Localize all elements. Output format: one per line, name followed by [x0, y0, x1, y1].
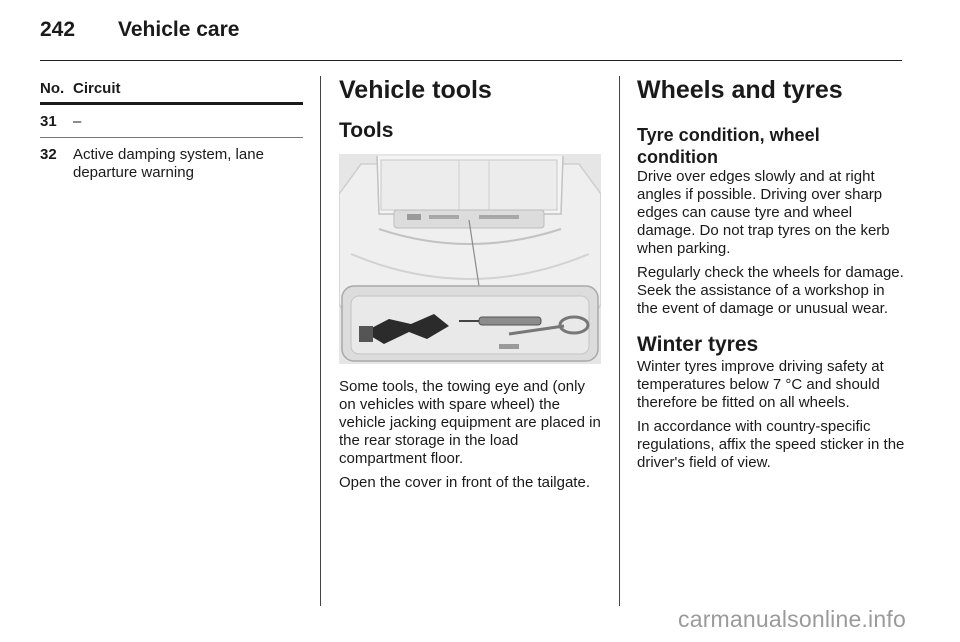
body-paragraph: Regularly check the wheels for damage. Seek the assistance of a workshop in the event of damage or unusual wear. [637, 264, 904, 317]
subsection-title: Tools [339, 119, 394, 142]
body-paragraph: Some tools, the towing eye and (only on vehicles with spare wheel) the vehicle jacking equipment are placed in the rear storage in the load compartment floor. [339, 378, 601, 467]
fuse-number: 32 [40, 146, 57, 163]
fuse-number: 31 [40, 113, 57, 130]
column-divider [320, 76, 321, 606]
page-number: 242 [40, 18, 76, 41]
column-header-circuit: Circuit [73, 80, 121, 97]
tools-illustration [339, 154, 601, 364]
subsection-title: Winter tyres [637, 333, 759, 356]
section-title: Wheels and tyres [637, 76, 843, 104]
subsection-title: Tyre condition, wheel condition [637, 125, 820, 167]
watermark: carmanualsonline.info [678, 606, 906, 632]
body-paragraph: Winter tyres improve driving safety at temperatures below 7 °C and should therefore be fitted on all wheels. [637, 358, 884, 411]
section-title: Vehicle tools [339, 76, 492, 104]
vehicle-tools-section [339, 74, 604, 498]
tools-compartment-drawing [339, 154, 601, 364]
column-divider [619, 76, 620, 606]
body-paragraph: Drive over edges slowly and at right angles if possible. Driving over sharp edges can cause tyre and wheel damage. Do not trap tyres on the kerb when parking. [637, 168, 890, 257]
chapter-title: Vehicle care [118, 18, 240, 41]
fuse-table [40, 80, 303, 182]
table-row [40, 138, 303, 182]
page-header [40, 18, 902, 62]
table-row [40, 105, 303, 131]
fuse-table-header [40, 80, 303, 102]
body-paragraph: Open the cover in front of the tailgate. [339, 474, 590, 491]
wheels-section [637, 74, 905, 478]
fuse-circuit: – [73, 113, 82, 130]
header-rule [40, 60, 902, 61]
body-paragraph: In accordance with country-specific regulations, affix the speed sticker in the driver's field of view. [637, 418, 905, 471]
column-header-no: No. [40, 80, 65, 97]
fuse-circuit: Active damping system, lane departure warning [73, 146, 264, 181]
